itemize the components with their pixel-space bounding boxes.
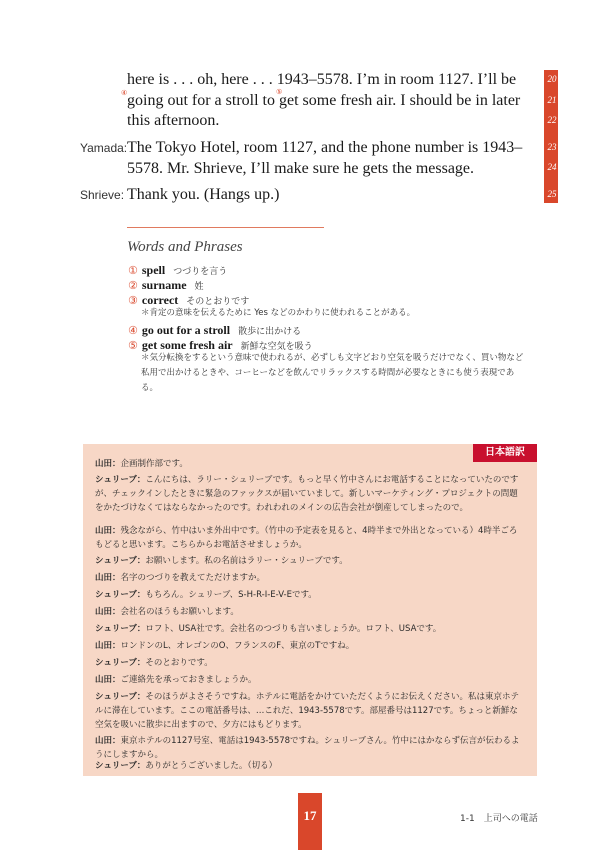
translation-line	[95, 473, 525, 515]
translation-speaker: シュリーブ：	[95, 475, 146, 485]
phrase-gloss: 散歩に出かける	[238, 327, 302, 337]
phrase-number: ⑤	[128, 339, 138, 352]
line-number: 20	[547, 74, 557, 84]
translation-line	[95, 656, 525, 670]
translation-speaker: 山田：	[95, 459, 121, 469]
translation-line	[95, 571, 525, 585]
phrase-term: get some fresh air	[141, 338, 233, 352]
translation-text: 会社名のほうもお願いします。	[120, 607, 239, 617]
marker-4: ④	[121, 90, 128, 97]
phrase-number: ②	[128, 279, 138, 292]
translation-speaker: シュリーブ：	[95, 624, 146, 634]
phrase-gloss: 姓	[194, 282, 204, 292]
phrase-gloss: そのとおりです	[186, 297, 250, 307]
phrase-term: spell	[141, 263, 166, 277]
translation-speaker: シュリーブ：	[95, 761, 146, 771]
translation-text: 企画制作部です。	[120, 459, 188, 469]
translation-text: そのほうがよさそうですね。ホテルに電話をかけていただくようにお伝えください。私は東京ホテルに滞在しています。ここの電話番号は、…これだ、1943-5578です。部屋番号は1127です。ちょっと新鮮な空気を吸いに散歩に出ますので、夕方にはもどります。	[95, 692, 519, 730]
translation-line	[95, 524, 525, 552]
translation-text: ロンドンのL、オレゴンのO、フランスのF、東京のTですね。	[120, 641, 355, 651]
translation-speaker: シュリーブ：	[95, 590, 146, 600]
translation-line	[95, 759, 525, 773]
translation-line	[95, 622, 525, 636]
phrase-item	[128, 263, 227, 279]
translation-text: こんにちは、ラリー・シュリーブです。もっと早く竹中さんにお電話することになっていたのですが、チェックインしたときに緊急のファックスが届いていまして。新しいマーケティング・プロジェクトの問題をかたづけなくてはならなかったのです。われわれのメインの広告会社が倒産してしまったので。	[95, 475, 519, 513]
translation-line	[95, 690, 525, 732]
dialog-line-21-part1: going out for a stroll to	[127, 92, 279, 109]
line-number: 22	[547, 115, 557, 125]
phrase-term: go out for a stroll	[141, 323, 231, 337]
translation-text: 東京ホテルの1127号室、電話は1943-5578ですね。シュリーブさん。竹中にはかならず伝言が伝わるようにしますから。	[95, 736, 520, 760]
dialog-line-21	[127, 91, 520, 111]
section-title: 1-1 上司への電話	[460, 814, 538, 824]
phrase-number: ①	[128, 264, 138, 277]
translation-line	[95, 673, 525, 687]
translation-text: そのとおりです。	[145, 658, 213, 668]
translation-text: 名字のつづりを教えてただけますか。	[120, 573, 266, 583]
translation-text: ご連絡先を承っておきましょうか。	[120, 675, 257, 685]
phrase-number: ④	[128, 324, 138, 337]
dialog-line-22: this afternoon.	[127, 112, 220, 129]
translation-text: ありがとうございました。（切る）	[145, 761, 278, 771]
speaker-shrieve: Shrieve:	[80, 188, 125, 202]
phrase-number: ③	[128, 294, 138, 307]
line-number-bar	[544, 70, 558, 203]
translation-text: ロフト、USA社です。会社名のつづりも言いましょうか。ロフト、USAです。	[145, 624, 442, 634]
translation-speaker: 山田：	[95, 641, 121, 651]
phrase-note: ＊気分転換をするという意味で使われるが、必ずしも文字どおり空気を吸うだけでなく、買い物など私用で出かけるときや、コーヒーなどを飲んでリラックスする時間が必要なときにも使う表現である。	[141, 353, 524, 393]
line-number: 23	[547, 142, 557, 152]
translation-speaker: 山田：	[95, 736, 121, 746]
translation-speaker: シュリーブ：	[95, 556, 146, 566]
translation-speaker: シュリーブ：	[95, 658, 146, 668]
words-and-phrases-title: Words and Phrases	[127, 239, 243, 255]
translation-text: お願いします。私の名前はラリー・シュリーブです。	[145, 556, 348, 566]
translation-speaker: 山田：	[95, 573, 121, 583]
speaker-yamada: Yamada:	[80, 141, 128, 155]
japanese-translation-box	[83, 444, 537, 776]
marker-5: ⑤	[276, 89, 283, 96]
page-number: 17	[303, 808, 317, 823]
line-number: 24	[547, 162, 557, 172]
translation-speaker: 山田：	[95, 607, 121, 617]
phrase-item	[128, 278, 204, 294]
translation-speaker: シュリーブ：	[95, 692, 146, 702]
translation-speaker: 山田：	[95, 675, 121, 685]
translation-text: 残念ながら、竹中はいま外出中です。（竹中の予定表を見ると、4時半まで外出となっている）4時半ごろもどると思います。こちらからお電話させましょうか。	[95, 526, 518, 550]
translation-text: もちろん。シュリーブ、S-H-R-I-E-V-Eです。	[145, 590, 317, 600]
translation-line	[95, 554, 525, 568]
translation-line	[95, 734, 525, 762]
translation-speaker: 山田：	[95, 526, 121, 536]
phrase-item	[128, 323, 301, 339]
phrase-note: ＊肯定の意味を伝えるために Yes などのかわりに使われることがある。	[141, 308, 416, 318]
translation-label: 日本語訳	[473, 444, 537, 462]
dialog-line-21-part2: get some fresh air. I should be in later	[278, 92, 521, 109]
translation-line	[95, 457, 525, 471]
dialog-line-20: here is . . . oh, here . . . 1943–5578. I’m in room 1127. I’ll be	[127, 71, 517, 88]
translation-line	[95, 605, 525, 619]
phrase-gloss: 新鮮な空気を吸う	[240, 342, 313, 352]
translation-line	[95, 639, 525, 653]
line-number: 25	[547, 189, 557, 199]
translation-line	[95, 588, 525, 602]
phrase-term: surname	[141, 278, 187, 292]
dialog-line-23: The Tokyo Hotel, room 1127, and the phone number is 1943–	[127, 139, 523, 156]
phrase-term: correct	[141, 293, 179, 307]
dialog-line-24: 5578. Mr. Shrieve, I’ll make sure he gets the message.	[127, 160, 475, 177]
line-number: 21	[547, 95, 557, 105]
section-divider	[127, 227, 324, 228]
dialog-line-25: Thank you. (Hangs up.)	[127, 186, 280, 203]
phrase-gloss: つづりを言う	[173, 267, 228, 277]
